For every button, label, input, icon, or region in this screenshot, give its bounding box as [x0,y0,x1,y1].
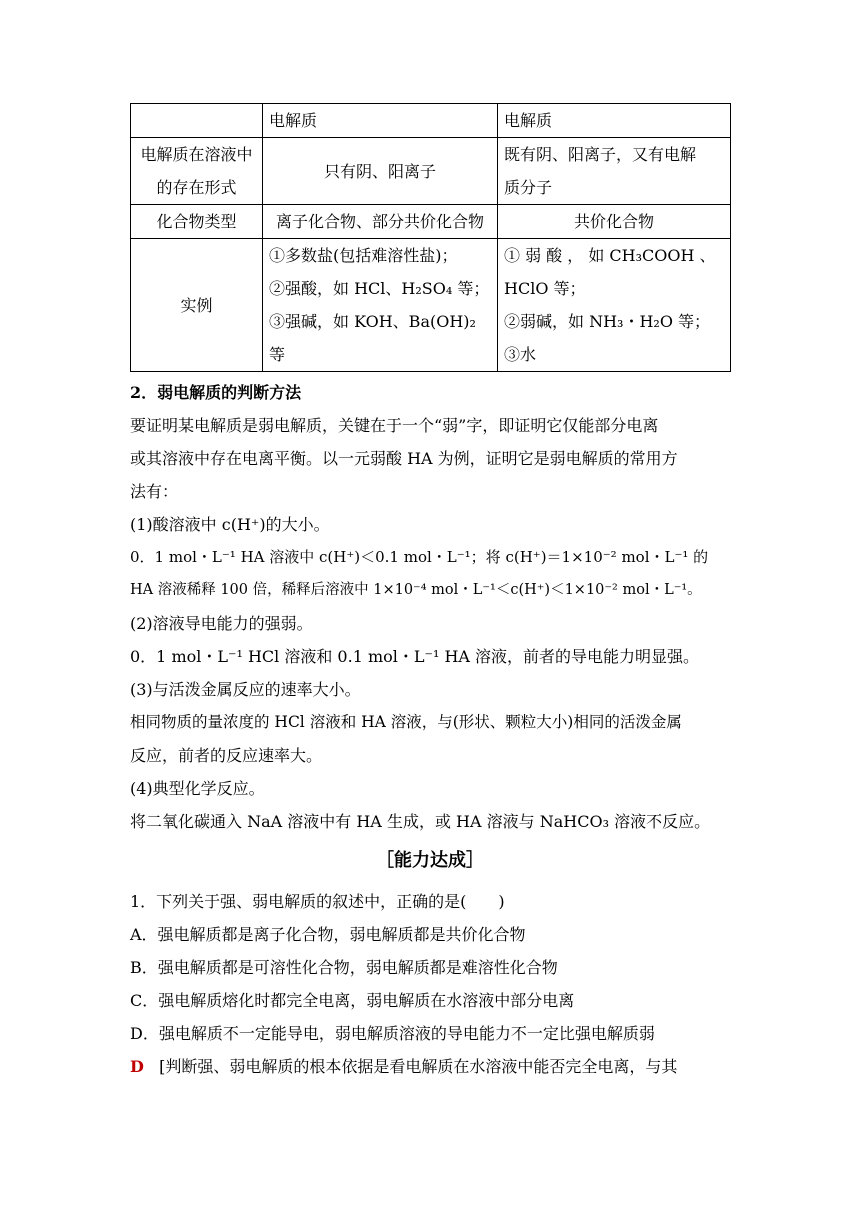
table-cell-line: ②弱碱，如 NH₃・H₂O 等； [504,312,711,331]
paragraph-line: HA 溶液稀释 100 倍，稀释后溶液中 1×10⁻⁴ mol・L⁻¹＜c(H⁺)＜1×10⁻² mol・L⁻¹。 [130,582,702,598]
paragraph-line: 反应，前者的反应速率大。 [130,746,323,765]
option-c: C．强电解质熔化时都完全电离，弱电解质在水溶液中部分电离 [130,991,575,1010]
table-cell [263,239,498,372]
table-row-label: 化合物类型 [131,205,263,239]
paragraph-line: (3)与活泼金属反应的速率大小。 [130,680,361,699]
ability-heading: ［能力达成］ [376,850,484,871]
table-cell-line: 既有阴、阳离子，又有电解 [504,145,697,164]
table-header-cell: 电解质 [498,104,731,138]
paragraph-line: (2)溶液导电能力的强弱。 [130,614,313,633]
paragraph-line: 相同物质的量浓度的 HCl 溶液和 HA 溶液，与(形状、颗粒大小)相同的活泼金属 [130,713,682,731]
table-row [131,138,731,205]
table-row [131,239,731,372]
table-cell-line: 等 [269,345,286,364]
option-b: B．强电解质都是可溶性化合物，弱电解质都是难溶性化合物 [130,958,558,977]
table-cell-line: ③水 [504,345,537,364]
paragraph-line: 法有： [130,482,179,501]
paragraph-line: 0．1 mol・L⁻¹ HA 溶液中 c(H⁺)＜0.1 mol・L⁻¹；将 c(H⁺)＝1×10⁻² mol・L⁻¹ 的 [130,548,709,566]
question-block [130,885,735,1083]
table-cell [498,239,731,372]
paragraph-line: 要证明某电解质是弱电解质，关键在于一个“弱”字，即证明它仅能部分电离 [130,416,659,435]
comparison-table [130,103,731,372]
table-cell [498,138,731,205]
table-cell-line: ③强碱，如 KOH、Ba(OH)₂ [269,312,476,331]
table-header-cell [131,104,263,138]
answer-explanation: [判断强、弱电解质的根本依据是看电解质在水溶液中能否完全电离，与其 [159,1057,678,1076]
table-row-label: 电解质在溶液中的存在形式 [131,138,263,205]
table-cell: 只有阴、阳离子 [263,138,498,205]
table-cell-line: 质分子 [504,178,553,197]
option-d: D．强电解质不一定能导电，弱电解质溶液的导电能力不一定比强电解质弱 [130,1024,655,1043]
table-cell: 离子化合物、部分共价化合物 [263,205,498,239]
table-cell-line: HClO 等； [504,279,586,298]
paragraph-line: 将二氧化碳通入 NaA 溶液中有 HA 生成，或 HA 溶液与 NaHCO₃ 溶液不反应。 [130,812,711,831]
answer-letter: D [130,1057,144,1076]
paragraph-line: 0．1 mol・L⁻¹ HCl 溶液和 0.1 mol・L⁻¹ HA 溶液，前者的导电能力明显强。 [130,647,700,666]
table-row-label: 实例 [131,239,263,372]
answer-line [130,1050,735,1083]
paragraph-line: 或其溶液中存在电离平衡。以一元弱酸 HA 为例，证明它是弱电解质的常用方 [130,449,678,468]
option-a: A．强电解质都是离子化合物，弱电解质都是共价化合物 [130,925,526,944]
table-header-row [131,104,731,138]
table-header-cell: 电解质 [263,104,498,138]
table-cell-line: ②强酸，如 HCl、H₂SO₄ 等； [269,279,490,298]
paragraph-line: (1)酸溶液中 c(H⁺)的大小。 [130,515,330,534]
question-stem: 1．下列关于强、弱电解质的叙述中，正确的是( ) [130,892,505,911]
table-row [131,205,731,239]
section-title: 2．弱电解质的判断方法 [130,383,302,402]
table-cell-line: ①多数盐(包括难溶性盐)； [269,246,458,265]
paragraph-line: (4)典型化学反应。 [130,779,265,798]
table-cell: 共价化合物 [498,205,731,239]
section-judgment-methods [130,376,735,838]
table-cell-line: ① 弱 酸 ， 如 CH₃COOH 、 [504,246,716,265]
